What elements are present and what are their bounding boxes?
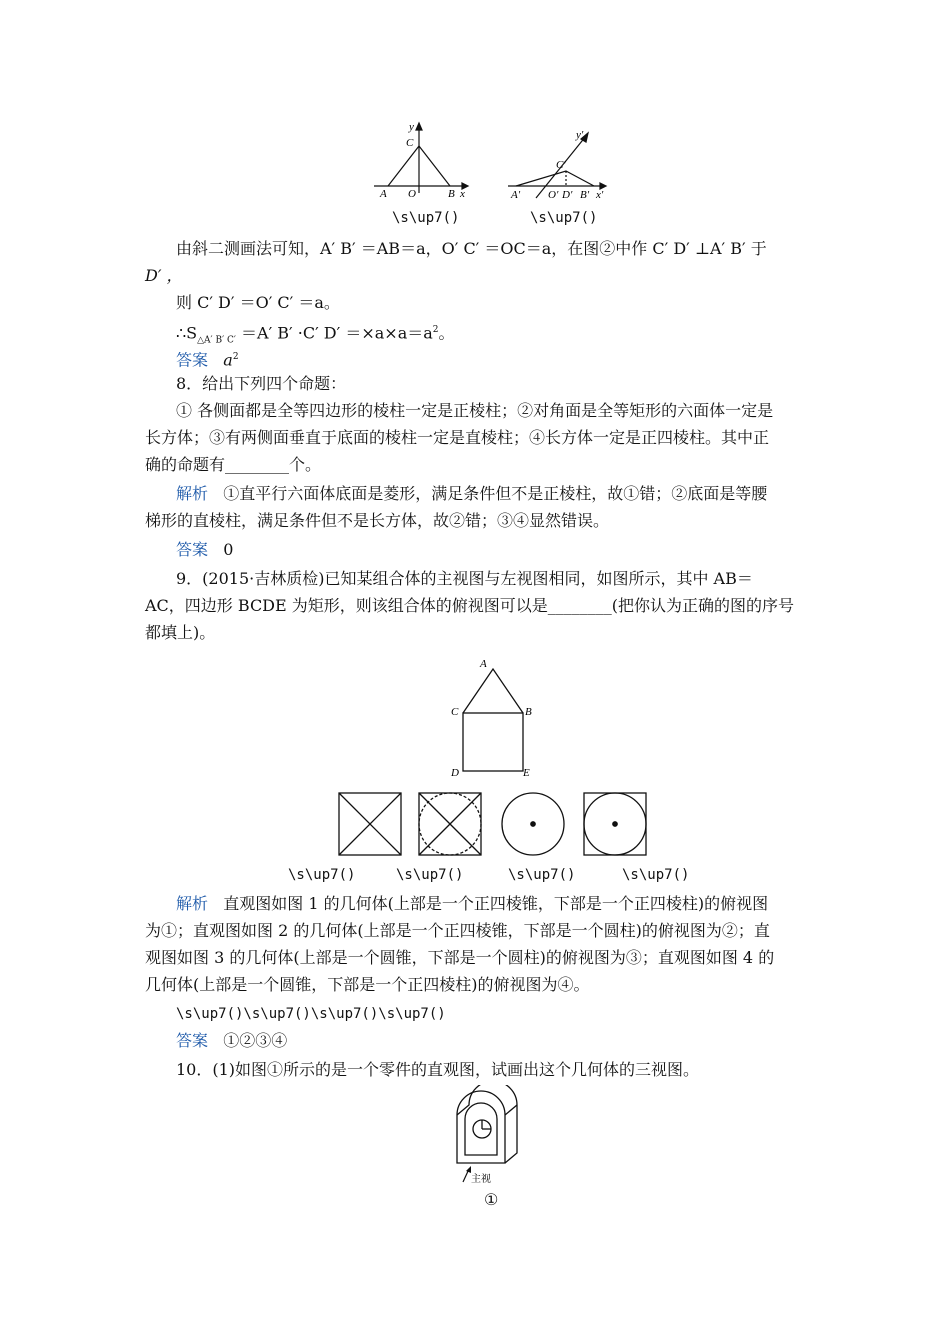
label-y: y xyxy=(409,121,414,133)
q10-line1: 10．(1)如图①所示的是一个零件的直观图，试画出这个几何体的三视图。 xyxy=(176,1060,700,1079)
answer-label: 答案 xyxy=(176,350,209,370)
q8-line1: 8．给出下列四个命题： xyxy=(176,374,347,393)
q9-solution-line3: 观图如图 3 的几何体(上部是一个圆锥，下部是一个圆柱)的俯视图为③；直观图如图 4 的 xyxy=(145,948,775,967)
q7-answer-a: a xyxy=(223,350,233,370)
q9-solution-line5: \s\up7()\s\up7()\s\up7()\s\up7() xyxy=(176,1006,446,1022)
q8-answer-line xyxy=(176,540,846,560)
q10-figure-number: ① xyxy=(484,1190,499,1209)
q8-line3: 长方体；③有两侧面垂直于底面的棱柱一定是直棱柱；④长方体一定是正四棱柱。其中正 xyxy=(145,428,770,447)
q8-line4: 确的命题有________个。 xyxy=(145,455,322,474)
q8-line2: ① 各侧面都是全等四边形的棱柱一定是正棱柱；②对角面是全等矩形的六面体一定是 xyxy=(176,401,774,420)
option-3 xyxy=(502,793,564,855)
option-1-caption: \s\up7() xyxy=(288,867,356,883)
part-3d-figure xyxy=(445,1085,535,1187)
option-2 xyxy=(419,793,481,855)
option-1 xyxy=(339,793,401,855)
oblique-drawing-figure xyxy=(368,118,618,203)
q9-line3: 都填上)。 xyxy=(145,623,216,642)
q9-answer-line xyxy=(176,1031,846,1051)
option-3-caption: \s\up7() xyxy=(508,867,576,883)
option-2-caption: \s\up7() xyxy=(396,867,464,883)
q7-answer-line xyxy=(176,347,846,370)
q9-solution-text1: 直观图如图 1 的几何体(上部是一个正四棱锥，下部是一个正四棱柱)的俯视图 xyxy=(223,894,769,913)
label-d: D xyxy=(451,767,459,779)
front-view-label: 主视 xyxy=(471,1174,491,1185)
q8-solution-line2: 梯形的直棱柱，满足条件但不是长方体，故②错；③④显然错误。 xyxy=(145,511,610,530)
q7-line1: 由斜二测画法可知，A′ B′ ＝AB＝a，O′ C′ ＝OC＝a，在图②中作 C′ D′ ⊥A′ B′ 于 xyxy=(176,239,767,258)
q7-answer-sup: 2 xyxy=(232,352,239,362)
q7-line4 xyxy=(176,320,846,351)
fig1-right-caption: \s\up7() xyxy=(530,210,598,226)
q8-solution-line1 xyxy=(176,484,846,504)
label-x: x xyxy=(460,188,465,200)
label-c-prime: C′ xyxy=(556,159,566,171)
q7-line4-b: ＝A′ B′ ·C′ D′ ＝×a×a＝a xyxy=(235,323,433,343)
q7-line4-c: 。 xyxy=(438,323,455,343)
q9-line2: AC，四边形 BCDE 为矩形，则该组合体的俯视图可以是________(把你认为正确的图的序号 xyxy=(145,596,795,615)
label-y-prime: y′ xyxy=(576,129,584,141)
q9-solution-line2: 为①；直观图如图 2 的几何体(上部是一个正四棱锥，下部是一个圆柱)的俯视图为②；直 xyxy=(145,921,770,940)
q7-line2: D′ ， xyxy=(145,266,183,285)
option-4-caption: \s\up7() xyxy=(622,867,690,883)
label-o: O xyxy=(408,188,416,200)
label-b: B xyxy=(448,188,455,200)
label-a: A xyxy=(380,188,387,200)
label-b: B xyxy=(525,706,532,718)
label-x-prime: x′ xyxy=(596,189,604,201)
label-c: C xyxy=(406,137,414,149)
q9-answer: ①②③④ xyxy=(223,1031,288,1050)
option-4 xyxy=(584,793,646,855)
label-b-prime: B′ xyxy=(580,189,590,201)
label-e: E xyxy=(523,767,530,779)
q9-line1: 9．(2015·吉林质检)已知某组合体的主视图与左视图相同，如图所示，其中 AB＝ xyxy=(176,569,753,588)
answer-label: 答案 xyxy=(176,540,209,559)
q7-line3: 则 C′ D′ ＝O′ C′ ＝a。 xyxy=(176,293,340,312)
q8-solution-text1: ①直平行六面体底面是菱形，满足条件但不是正棱柱，故①错；②底面是等腰 xyxy=(223,484,768,503)
q7-line4-a: ∴S xyxy=(176,323,198,343)
solution-label: 解析 xyxy=(176,484,209,503)
label-o-prime: O′ xyxy=(548,189,559,201)
top-view-options xyxy=(330,788,655,862)
solution-label: 解析 xyxy=(176,894,209,913)
front-view-figure xyxy=(445,655,545,780)
q8-answer: 0 xyxy=(223,540,234,559)
label-d-prime: D′ xyxy=(562,189,573,201)
fig1-left-caption: \s\up7() xyxy=(392,210,460,226)
label-c: C xyxy=(451,706,459,718)
label-a-prime: A′ xyxy=(511,189,521,201)
original-triangle xyxy=(374,123,468,193)
q9-solution-line1 xyxy=(176,894,846,914)
answer-label: 答案 xyxy=(176,1031,209,1050)
label-a: A xyxy=(480,658,487,670)
q9-solution-line4: 几何体(上部是一个圆锥，下部是一个正四棱柱)的俯视图为④。 xyxy=(145,975,590,994)
q7-line4-sup: 2 xyxy=(432,325,439,335)
q7-line4-sub: △A′ B′ C′ xyxy=(197,335,236,346)
